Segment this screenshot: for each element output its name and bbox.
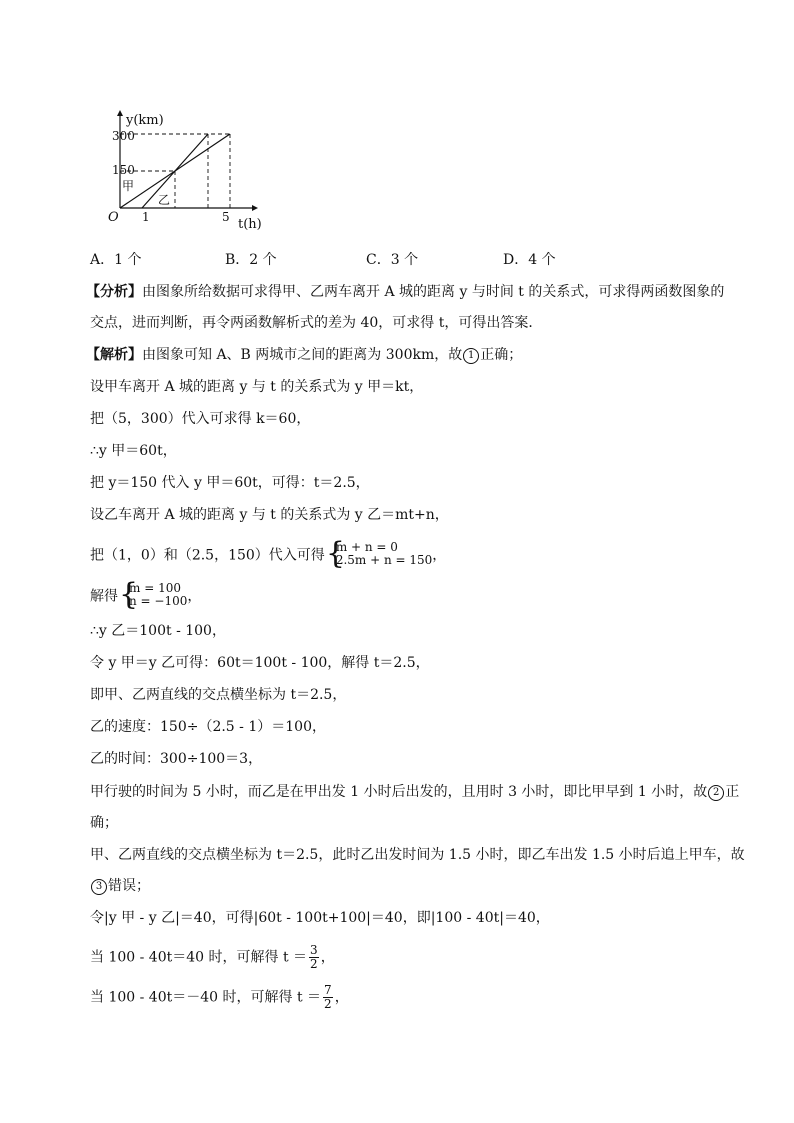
solution-line-11: 即甲、乙两直线的交点横坐标为 t＝2.5， [90, 687, 347, 703]
y-axis-label: y(km) [126, 113, 164, 128]
option-c: C．3 个 [366, 252, 419, 268]
circled-number-3: 3 [91, 879, 107, 895]
solution-line-7: 把（1，0）和（2.5，150）代入可得 { m + n = 0 2.5m + n = 150 ， [90, 536, 447, 571]
x-tick-5: 5 [222, 210, 230, 224]
solution-line-14: 甲行驶的时间为 5 小时，而乙是在甲出发 1 小时后出发的，且用时 3 小时，即比甲早到 1 小时，故 2 正 [90, 784, 740, 800]
solution-line-12: 乙的速度：150÷（2.5 - 1）＝100， [90, 719, 326, 735]
solution-line-4: ∴y 甲＝60t， [90, 443, 177, 459]
fraction-3-2: $\frac{3}{2}$ [310, 943, 318, 971]
solution-line-15: 确； [90, 815, 118, 831]
option-b: B．2 个 [225, 252, 277, 268]
solution-line-17: 3 错误； [90, 876, 736, 896]
solution-line-2: 设甲车离开 A 城的距离 y 与 t 的关系式为 y 甲＝kt， [90, 379, 424, 395]
fraction-7-2: $\frac{7}{2}$ [324, 983, 332, 1011]
solution-line-9: ∴y 乙＝100t - 100， [90, 623, 226, 639]
origin-label: O [108, 210, 119, 225]
y-tick-150: 150 [112, 163, 135, 177]
solution-line-8: 解得 { m = 100 n = −100 ， [90, 577, 202, 612]
answer-options [90, 250, 730, 270]
distance-time-chart [86, 108, 276, 234]
circled-number-1: 1 [463, 348, 479, 364]
solution-line-13: 乙的时间：300÷100＝3， [90, 751, 263, 767]
equation-system-1: { m + n = 0 2.5m + n = 150 [325, 536, 433, 571]
series-label-yi: 乙 [158, 193, 171, 207]
series-label-jia: 甲 [122, 179, 135, 193]
solution-line-5: 把 y＝150 代入 y 甲＝60t，可得：t＝2.5， [90, 475, 370, 491]
option-a: A．1 个 [90, 252, 142, 268]
solution-tag: 【解析】 [86, 347, 142, 363]
x-axis-arrow [252, 205, 258, 211]
solution-line-20: 当 100 - 40t＝－40 时，可解得 t ＝ $\frac{7}{2}$ ， [90, 983, 349, 1011]
option-d: D．4 个 [503, 252, 556, 268]
equation-system-2: { m = 100 n = −100 [119, 577, 188, 612]
solution-line-1: 【解析】由图象可知 A、B 两城市之间的距离为 300km，故 1 正确； [86, 347, 523, 363]
solution-line-6: 设乙车离开 A 城的距离 y 与 t 的关系式为 y 乙＝mt+n， [90, 507, 449, 523]
x-axis-label: t(h) [238, 217, 262, 232]
x-tick-1: 1 [142, 210, 150, 224]
analysis-tag: 【分析】 [86, 284, 142, 300]
solution-line-16: 甲、乙两直线的交点横坐标为 t＝2.5，此时乙出发时间为 1.5 小时，即乙车出发 1.5 小时后追上甲车，故 [90, 847, 745, 863]
solution-line-19: 当 100 - 40t＝40 时，可解得 t ＝ $\frac{3}{2}$ ， [90, 943, 335, 971]
analysis-line-1: 【分析】由图象所给数据可求得甲、乙两车离开 A 城的距离 y 与时间 t 的关系式，可求得两函数图象的 [86, 284, 725, 300]
y-axis-arrow [117, 110, 123, 116]
solution-line-3: 把（5，300）代入可求得 k＝60， [90, 411, 311, 427]
solution-line-10: 令 y 甲＝y 乙可得：60t＝100t - 100，解得 t＝2.5， [90, 655, 430, 671]
circled-number-2: 2 [708, 785, 724, 801]
analysis-line-2: 交点，进而判断，再令两函数解析式的差为 40，可求得 t，可得出答案． [90, 315, 543, 331]
solution-line-18: 令|y 甲 - y 乙|＝40，可得|60t - 100t+100|＝40，即|100 - 40t|＝40， [90, 910, 550, 926]
y-tick-300: 300 [112, 129, 135, 143]
